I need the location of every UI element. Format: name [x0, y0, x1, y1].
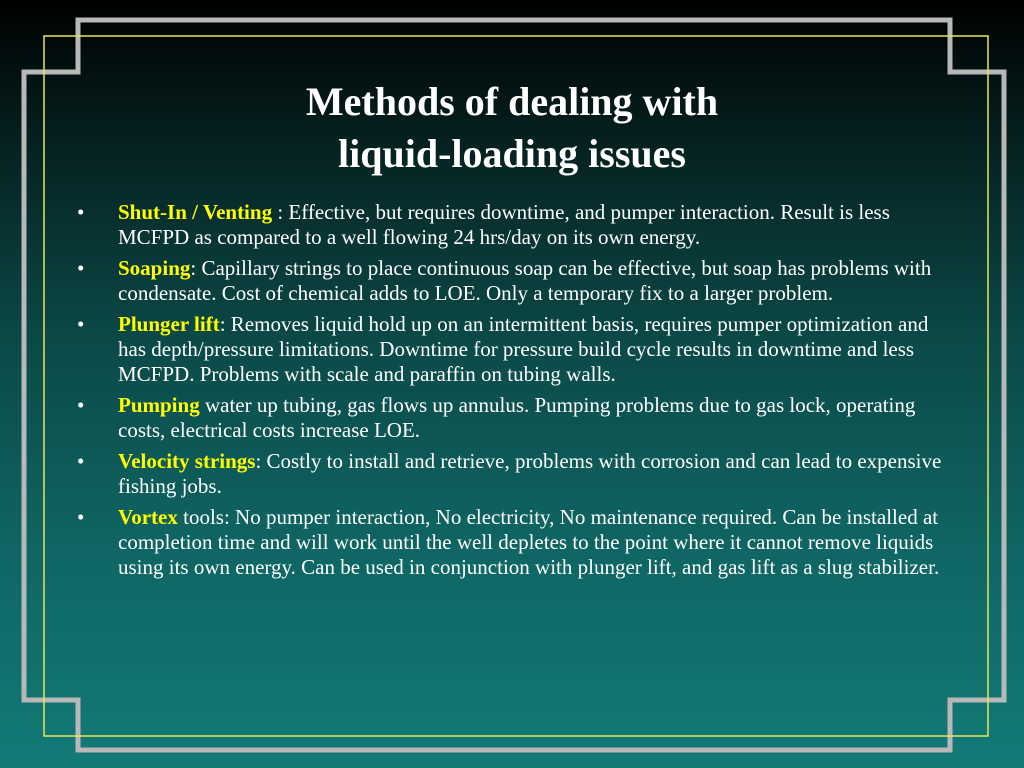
bullet-dot: • — [77, 200, 85, 224]
bullet-list — [72, 200, 960, 586]
bullet-term: Vortex — [118, 505, 178, 529]
title-line-2: liquid-loading issues — [338, 131, 686, 176]
bullet-term: Velocity strings — [118, 449, 256, 473]
slide-title — [0, 76, 1024, 180]
bullet-text: water up tubing, gas flows up annulus. Pumping problems due to gas lock, operating costs, electrical costs increase LOE. — [118, 393, 916, 442]
bullet-text: tools: No pumper interaction, No electricity, No maintenance required. Can be installed at completion time and will work until the well depletes to the point where it cannot remove liquids using its own energy. Can be used in conjunction with plunger lift, and gas lift as a slug stabilizer. — [118, 505, 940, 579]
list-item — [72, 256, 960, 306]
bullet-dot: • — [77, 256, 85, 280]
bullet-term: Soaping — [118, 256, 191, 280]
list-item — [72, 200, 960, 250]
bullet-term: Shut-In / Venting — [118, 200, 273, 224]
bullet-dot: • — [77, 393, 85, 417]
list-item — [72, 505, 960, 580]
bullet-term: Pumping — [118, 393, 200, 417]
bullet-term: Plunger lift — [118, 312, 220, 336]
list-item — [72, 393, 960, 443]
title-line-1: Methods of dealing with — [305, 79, 719, 124]
list-item — [72, 312, 960, 387]
bullet-dot: • — [77, 449, 85, 473]
bullet-dot: • — [77, 505, 85, 529]
bullet-text: : Effective, but requires downtime, and pumper interaction. Result is less MCFPD as compared to a well flowing 24 hrs/day on its own energy. — [118, 200, 890, 249]
bullet-dot: • — [77, 312, 85, 336]
bullet-text: : Capillary strings to place continuous soap can be effective, but soap has problems with condensate. Cost of chemical adds to LOE. Only a temporary fix to a larger problem. — [118, 256, 932, 305]
list-item — [72, 449, 960, 499]
bullet-text: : Removes liquid hold up on an intermittent basis, requires pumper optimization and has depth/pressure limitations. Downtime for pressure build cycle results in downtime and less MCFPD. Problems with scale and paraffin on tubing walls. — [118, 312, 929, 386]
bullet-text: : Costly to install and retrieve, problems with corrosion and can lead to expensive fishing jobs. — [118, 449, 942, 498]
